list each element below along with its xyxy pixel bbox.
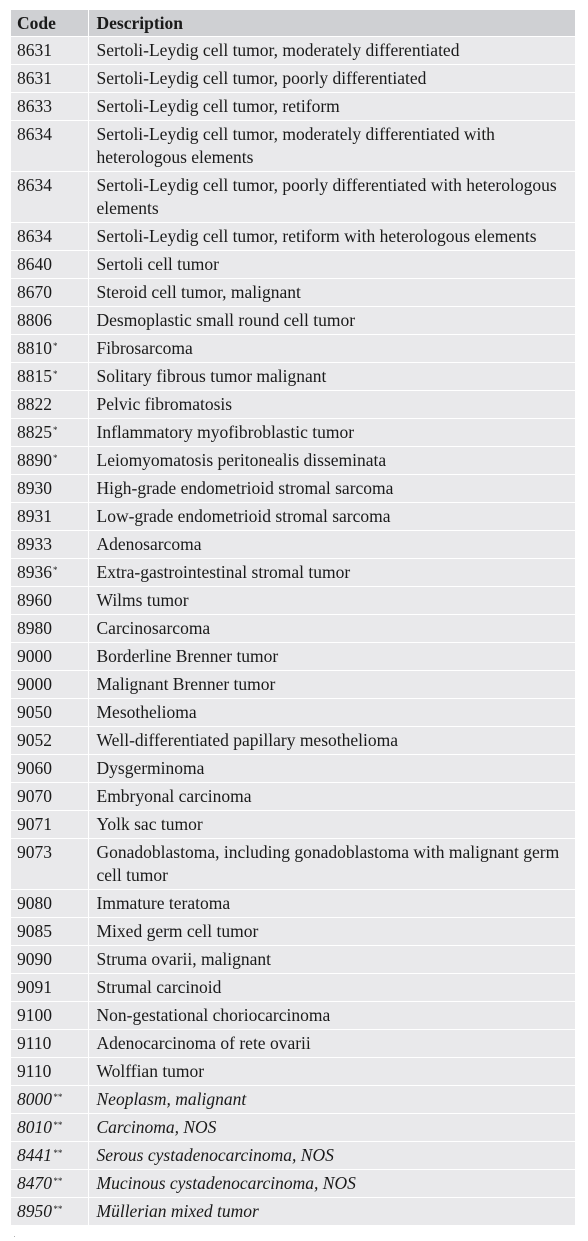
code-value: 8441 xyxy=(17,1145,52,1165)
description-cell: Pelvic fibromatosis xyxy=(88,391,575,419)
table-row xyxy=(11,727,575,755)
table-row xyxy=(11,447,575,475)
description-cell: Sertoli-Leydig cell tumor, moderately differentiated xyxy=(88,37,575,65)
code-value: 8634 xyxy=(17,175,52,195)
description-cell: Mesothelioma xyxy=(88,699,575,727)
code-cell xyxy=(11,918,88,946)
code-cell xyxy=(11,839,88,890)
description-cell: Adenosarcoma xyxy=(88,531,575,559)
footnote-marker: * xyxy=(53,425,58,435)
code-cell xyxy=(11,783,88,811)
table-row xyxy=(11,121,575,172)
description-cell: Adenocarcinoma of rete ovarii xyxy=(88,1030,575,1058)
code-value: 8950 xyxy=(17,1201,52,1221)
description-cell: Mixed germ cell tumor xyxy=(88,918,575,946)
table-row xyxy=(11,587,575,615)
code-cell xyxy=(11,1170,88,1198)
code-cell xyxy=(11,363,88,391)
code-value: 9080 xyxy=(17,893,52,913)
code-cell xyxy=(11,671,88,699)
description-cell: Wilms tumor xyxy=(88,587,575,615)
code-cell xyxy=(11,1030,88,1058)
table-row xyxy=(11,1198,575,1226)
code-cell xyxy=(11,946,88,974)
code-value: 8931 xyxy=(17,506,52,526)
table-row xyxy=(11,811,575,839)
table-row xyxy=(11,1114,575,1142)
code-value: 8933 xyxy=(17,534,52,554)
code-value: 9091 xyxy=(17,977,52,997)
description-cell: Fibrosarcoma xyxy=(88,335,575,363)
table-row xyxy=(11,363,575,391)
description-cell: Dysgerminoma xyxy=(88,755,575,783)
table-row xyxy=(11,475,575,503)
code-value: 8640 xyxy=(17,254,52,274)
description-cell: Inflammatory myofibroblastic tumor xyxy=(88,419,575,447)
code-value: 9085 xyxy=(17,921,52,941)
code-cell xyxy=(11,37,88,65)
description-cell: Non-gestational choriocarcinoma xyxy=(88,1002,575,1030)
code-value: 8936 xyxy=(17,562,52,582)
code-value: 8960 xyxy=(17,590,52,610)
code-value: 8890 xyxy=(17,450,52,470)
code-value: 8631 xyxy=(17,40,52,60)
code-value: 8806 xyxy=(17,310,52,330)
footnote-marker: ** xyxy=(53,1092,62,1102)
table-row xyxy=(11,172,575,223)
description-cell: Malignant Brenner tumor xyxy=(88,671,575,699)
code-value: 9000 xyxy=(17,674,52,694)
table-row xyxy=(11,251,575,279)
description-cell: Sertoli cell tumor xyxy=(88,251,575,279)
table-row xyxy=(11,503,575,531)
code-cell xyxy=(11,447,88,475)
table-row xyxy=(11,531,575,559)
code-cell xyxy=(11,172,88,223)
code-value: 8000 xyxy=(17,1089,52,1109)
description-cell: Sertoli-Leydig cell tumor, retiform xyxy=(88,93,575,121)
footnote-marker: ** xyxy=(53,1176,62,1186)
table-row xyxy=(11,783,575,811)
footnote-marker: ** xyxy=(53,1148,62,1158)
code-cell xyxy=(11,307,88,335)
footnote-marker: * xyxy=(53,341,58,351)
description-cell: Yolk sac tumor xyxy=(88,811,575,839)
description-cell: Strumal carcinoid xyxy=(88,974,575,1002)
description-cell: Serous cystadenocarcinoma, NOS xyxy=(88,1142,575,1170)
code-value: 9110 xyxy=(17,1033,52,1053)
description-cell: Struma ovarii, malignant xyxy=(88,946,575,974)
description-cell: Neoplasm, malignant xyxy=(88,1086,575,1114)
description-cell: Leiomyomatosis peritonealis disseminata xyxy=(88,447,575,475)
table-row xyxy=(11,699,575,727)
code-value: 8634 xyxy=(17,124,52,144)
table-row xyxy=(11,1030,575,1058)
code-cell xyxy=(11,223,88,251)
description-cell: Steroid cell tumor, malignant xyxy=(88,279,575,307)
code-column-header: Code xyxy=(11,10,88,37)
description-cell: Carcinosarcoma xyxy=(88,615,575,643)
code-value: 8930 xyxy=(17,478,52,498)
table-row xyxy=(11,1170,575,1198)
table-row xyxy=(11,1058,575,1086)
code-value: 9110 xyxy=(17,1061,52,1081)
description-cell: Immature teratoma xyxy=(88,890,575,918)
description-cell: Solitary fibrous tumor malignant xyxy=(88,363,575,391)
footnote-marker: * xyxy=(53,369,58,379)
code-value: 8815 xyxy=(17,366,52,386)
code-cell xyxy=(11,419,88,447)
code-description-table xyxy=(11,10,575,1226)
description-cell: Sertoli-Leydig cell tumor, moderately differentiated with heterologous elements xyxy=(88,121,575,172)
table-row xyxy=(11,946,575,974)
table-row xyxy=(11,391,575,419)
code-value: 9052 xyxy=(17,730,52,750)
description-cell: Sertoli-Leydig cell tumor, poorly differentiated xyxy=(88,65,575,93)
code-cell xyxy=(11,279,88,307)
description-cell: High-grade endometrioid stromal sarcoma xyxy=(88,475,575,503)
footnote-marker: * xyxy=(53,565,58,575)
description-cell: Low-grade endometrioid stromal sarcoma xyxy=(88,503,575,531)
code-cell xyxy=(11,811,88,839)
code-cell xyxy=(11,699,88,727)
code-cell xyxy=(11,93,88,121)
code-cell xyxy=(11,890,88,918)
code-value: 8633 xyxy=(17,96,52,116)
code-value: 8980 xyxy=(17,618,52,638)
code-value: 8810 xyxy=(17,338,52,358)
code-value: 8470 xyxy=(17,1173,52,1193)
table-row xyxy=(11,1086,575,1114)
description-cell: Desmoplastic small round cell tumor xyxy=(88,307,575,335)
description-cell: Wolffian tumor xyxy=(88,1058,575,1086)
code-value: 8822 xyxy=(17,394,52,414)
table-row xyxy=(11,839,575,890)
code-value: 9000 xyxy=(17,646,52,666)
code-cell xyxy=(11,1114,88,1142)
table-row xyxy=(11,918,575,946)
code-cell xyxy=(11,531,88,559)
code-value: 9070 xyxy=(17,786,52,806)
table-row xyxy=(11,1142,575,1170)
code-value: 8631 xyxy=(17,68,52,88)
table-row xyxy=(11,615,575,643)
code-table xyxy=(11,10,575,1226)
description-cell: Müllerian mixed tumor xyxy=(88,1198,575,1226)
code-cell xyxy=(11,251,88,279)
code-value: 9060 xyxy=(17,758,52,778)
code-value: 8670 xyxy=(17,282,52,302)
table-body xyxy=(11,37,575,1226)
code-cell xyxy=(11,391,88,419)
code-cell xyxy=(11,65,88,93)
table-header-row xyxy=(11,10,575,37)
table-row xyxy=(11,1002,575,1030)
description-cell: Well-differentiated papillary mesothelioma xyxy=(88,727,575,755)
code-value: 9090 xyxy=(17,949,52,969)
code-cell xyxy=(11,1086,88,1114)
code-cell xyxy=(11,121,88,172)
table-row xyxy=(11,279,575,307)
code-value: 8634 xyxy=(17,226,52,246)
table-row xyxy=(11,559,575,587)
code-cell xyxy=(11,587,88,615)
table-row xyxy=(11,643,575,671)
description-cell: Sertoli-Leydig cell tumor, poorly differentiated with heterologous elements xyxy=(88,172,575,223)
table-row xyxy=(11,890,575,918)
code-cell xyxy=(11,727,88,755)
description-cell: Sertoli-Leydig cell tumor, retiform with heterologous elements xyxy=(88,223,575,251)
description-cell: Embryonal carcinoma xyxy=(88,783,575,811)
code-cell xyxy=(11,475,88,503)
code-cell xyxy=(11,643,88,671)
footnote-marker: ** xyxy=(53,1204,62,1214)
code-cell xyxy=(11,1058,88,1086)
footnote-marker: ** xyxy=(53,1120,62,1130)
table-row xyxy=(11,755,575,783)
code-cell xyxy=(11,974,88,1002)
table-row xyxy=(11,671,575,699)
footnote-marker: * xyxy=(53,453,58,463)
code-cell xyxy=(11,1142,88,1170)
page-speck xyxy=(14,1236,15,1237)
table-row xyxy=(11,37,575,65)
code-cell xyxy=(11,503,88,531)
code-cell xyxy=(11,1198,88,1226)
table-row xyxy=(11,307,575,335)
table-row xyxy=(11,65,575,93)
table-row xyxy=(11,419,575,447)
code-cell xyxy=(11,335,88,363)
code-value: 9071 xyxy=(17,814,52,834)
table-row xyxy=(11,335,575,363)
description-cell: Carcinoma, NOS xyxy=(88,1114,575,1142)
description-column-header: Description xyxy=(88,10,575,37)
code-cell xyxy=(11,615,88,643)
code-value: 9050 xyxy=(17,702,52,722)
table-row xyxy=(11,223,575,251)
code-cell xyxy=(11,559,88,587)
code-cell xyxy=(11,1002,88,1030)
code-value: 8825 xyxy=(17,422,52,442)
description-cell: Borderline Brenner tumor xyxy=(88,643,575,671)
code-value: 9100 xyxy=(17,1005,52,1025)
table-row xyxy=(11,974,575,1002)
description-cell: Extra-gastrointestinal stromal tumor xyxy=(88,559,575,587)
table-row xyxy=(11,93,575,121)
description-cell: Gonadoblastoma, including gonadoblastoma with malignant germ cell tumor xyxy=(88,839,575,890)
code-value: 8010 xyxy=(17,1117,52,1137)
code-cell xyxy=(11,755,88,783)
description-cell: Mucinous cystadenocarcinoma, NOS xyxy=(88,1170,575,1198)
code-value: 9073 xyxy=(17,842,52,862)
